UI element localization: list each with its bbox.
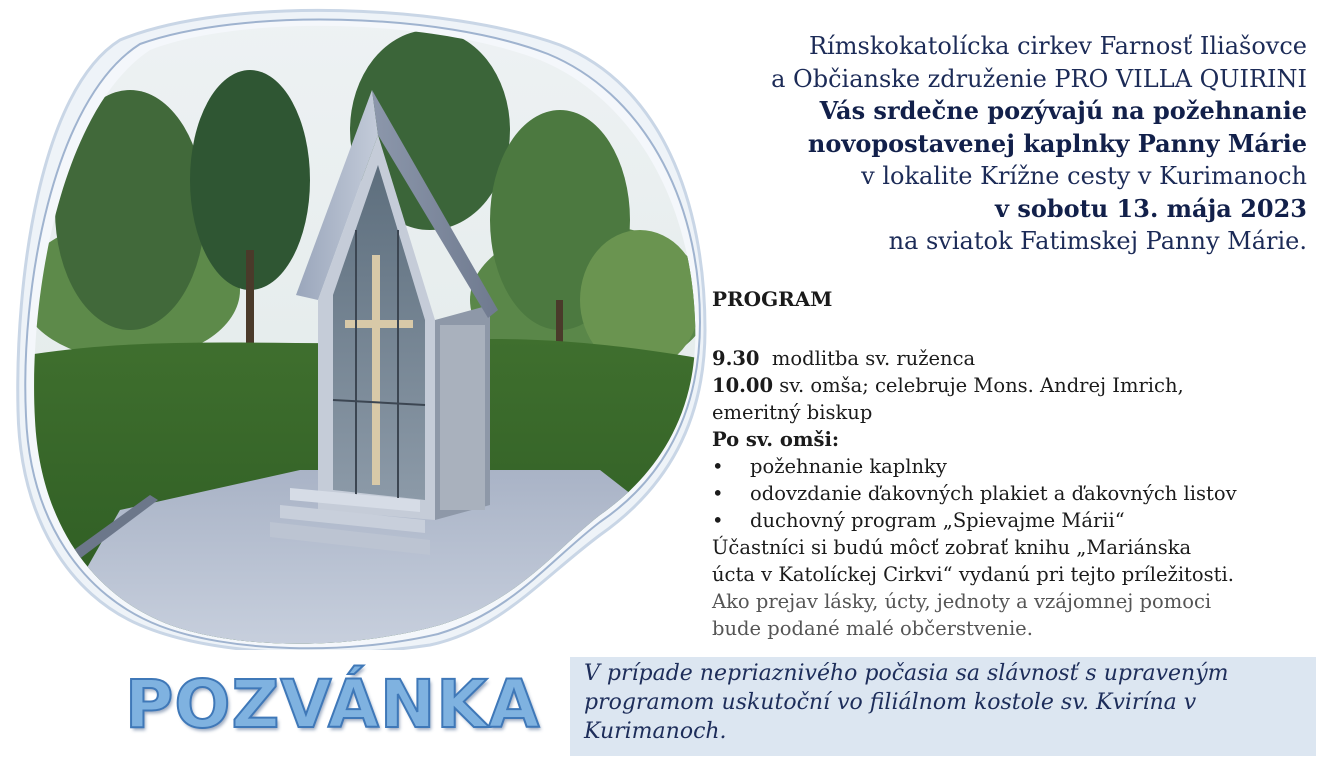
list-item bbox=[712, 480, 1332, 507]
program-heading: PROGRAM bbox=[712, 287, 833, 311]
program-text: sv. omša; celebruje Mons. Andrej Imrich, bbox=[779, 374, 1184, 397]
program-item-rosary bbox=[712, 345, 1332, 372]
list-item-text: požehnanie kaplnky bbox=[750, 455, 947, 478]
list-item-text: odovzdanie ďakovných plakiet a ďakovných listov bbox=[750, 482, 1237, 505]
list-item-text: duchovný program „Spievajme Márii“ bbox=[750, 509, 1125, 532]
feast-line: na sviatok Fatimskej Panny Márie. bbox=[888, 227, 1307, 255]
program-text: modlitba sv. ruženca bbox=[771, 347, 976, 370]
bullet-glyph: • bbox=[712, 455, 724, 478]
program-item-mass-cont: emeritný biskup bbox=[712, 401, 873, 424]
list-item bbox=[712, 453, 1332, 480]
refreshment-line1: Ako prejav lásky, úcty, jednoty a vzájomnej pomoci bbox=[712, 590, 1212, 613]
program-section bbox=[712, 286, 1332, 642]
chapel-illustration bbox=[0, 0, 710, 650]
program-time: 10.00 bbox=[712, 374, 774, 397]
weather-notice: V prípade nepriaznivého počasia sa slávnosť s upraveným programom uskutoční vo filiálnom kostole sv. Kvirína v Kurimanoch. bbox=[570, 657, 1316, 756]
invitation-header bbox=[667, 30, 1307, 258]
bullet-glyph: • bbox=[712, 509, 724, 532]
location-line: v lokalite Krížne cesty v Kurimanoch bbox=[861, 162, 1307, 190]
organizer-parish: Rímskokatolícka cirkev Farnosť Iliašovce bbox=[809, 32, 1307, 60]
list-item bbox=[712, 507, 1332, 534]
refreshment-line2: bude podané malé občerstvenie. bbox=[712, 617, 1033, 640]
invitation-title: POZVÁNKA bbox=[125, 666, 541, 743]
after-mass-list bbox=[712, 453, 1332, 534]
book-note-line2: úcta v Katolíckej Cirkvi“ vydanú pri tejto príležitosti. bbox=[712, 563, 1234, 586]
program-time: 9.30 bbox=[712, 347, 760, 370]
organizer-association: a Občianske združenie PRO VILLA QUIRINI bbox=[771, 64, 1307, 93]
after-mass-heading: Po sv. omši: bbox=[712, 428, 840, 451]
book-note-line1: Účastníci si budú môcť zobrať knihu „Mariánska bbox=[712, 536, 1192, 559]
program-item-mass bbox=[712, 372, 1332, 399]
chapel-name-line: novopostavenej kaplnky Panny Márie bbox=[807, 128, 1307, 158]
bullet-glyph: • bbox=[712, 482, 724, 505]
event-date: v sobotu 13. mája 2023 bbox=[995, 193, 1307, 223]
invitation-line: Vás srdečne pozývajú na požehnanie bbox=[819, 96, 1307, 125]
